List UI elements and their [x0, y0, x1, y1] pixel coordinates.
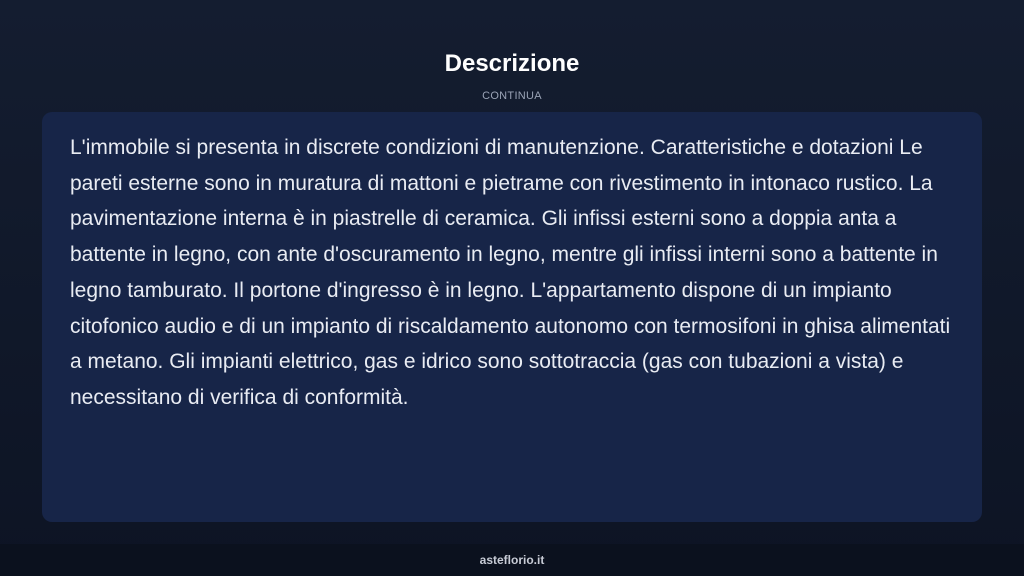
- footer-site-label: asteflorio.it: [479, 553, 545, 567]
- description-text: L'immobile si presenta in discrete condizioni di manutenzione. Caratteristiche e dotazioni Le pareti esterne sono in muratura di mattoni e pietrame con rivestimento in intonaco rustico. La pavimentazione interna è in piastrelle di ceramica. Gli infissi esterni sono a doppia anta a battente in legno, con ante d'oscuramento in legno, mentre gli infissi interni sono a battente in legno tamburato. Il portone d'ingresso è in legno. L'appartamento dispone di un impianto citofonico audio e di un impianto di riscaldamento autonomo con termosifoni in ghisa alimentati a metano. Gli impianti elettrico, gas e idrico sono sottotraccia (gas con tubazioni a vista) e necessitano di verifica di conformità.: [70, 136, 951, 409]
- continue-label[interactable]: CONTINUA: [482, 90, 542, 102]
- description-card: [42, 112, 982, 522]
- footer-bar: [0, 544, 1024, 576]
- page-title: Descrizione: [444, 50, 580, 77]
